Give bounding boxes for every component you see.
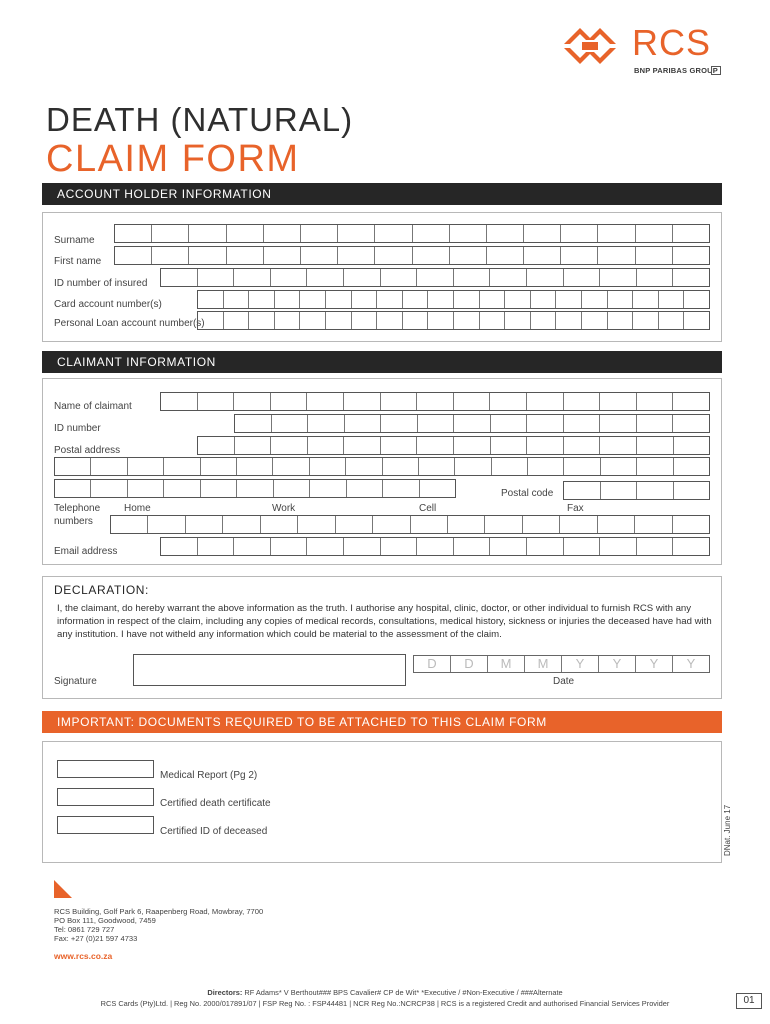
card-account-label: Card account number(s) <box>54 299 162 310</box>
address-line: RCS Building, Golf Park 6, Raapenberg Road, Mowbray, 7700 <box>54 907 264 916</box>
form-title-line1: DEATH (NATURAL) <box>46 101 354 138</box>
postal-address-label: Postal address <box>54 445 121 456</box>
claimant-name-field[interactable] <box>160 392 710 411</box>
email-field[interactable] <box>160 537 710 556</box>
group-badge-icon <box>711 66 721 75</box>
death-certificate-checkbox[interactable] <box>57 788 154 806</box>
loan-account-field[interactable] <box>197 311 710 330</box>
medical-report-checkbox[interactable] <box>57 760 154 778</box>
email-label: Email address <box>54 546 118 557</box>
insured-id-field[interactable] <box>160 268 710 287</box>
declaration-heading: DECLARATION: <box>54 583 149 597</box>
first-name-label: First name <box>54 256 102 267</box>
postal-code-field[interactable] <box>563 481 710 500</box>
telephone-label: Telephone numbers <box>54 503 101 527</box>
postal-code-label: Postal code <box>501 488 554 499</box>
signature-label: Signature <box>54 676 97 687</box>
postal-address-line3[interactable] <box>54 479 456 498</box>
website-link[interactable]: www.rcs.co.za <box>54 951 113 961</box>
date-field[interactable] <box>413 655 710 673</box>
date-digit: M <box>488 656 525 672</box>
declaration-text: I, the claimant, do hereby warrant the above information as the truth. I authorise any hospital, clinic, doctor, or other individual to furnish RCS with any information in respect of the claim, including any copies of medical records, consultations, medical history, sickness or injuries the deceased have had with any institution. I have not witheld any information which could be material to the assessment of the claim. <box>57 603 712 641</box>
date-digit: Y <box>636 656 673 672</box>
registration-line: RCS Cards (Pty)Ltd. | Reg No. 2000/017891/07 | FSP Reg No. : FSP44481 | NCR Reg No.:NCRCP38 | RCS is a registered Credit and authorised Financial Services Provider <box>100 999 670 1008</box>
date-digit: D <box>414 656 451 672</box>
medical-report-label: Medical Report (Pg 2) <box>160 770 258 781</box>
tel-home-label: Home <box>124 503 151 514</box>
corner-mark-icon <box>54 880 74 900</box>
address-line: Fax: +27 (0)21 597 4733 <box>54 934 138 943</box>
surname-label: Surname <box>54 235 95 246</box>
tel-work-label: Work <box>272 503 296 514</box>
card-account-field[interactable] <box>197 290 710 309</box>
claimant-heading: CLAIMANT INFORMATION <box>42 351 722 373</box>
directors-line <box>0 988 770 997</box>
postal-address-line1[interactable] <box>197 436 710 455</box>
logo-name: RCS <box>632 22 712 63</box>
page-number: 01 <box>736 993 762 1009</box>
account-holder-heading: ACCOUNT HOLDER INFORMATION <box>42 183 722 205</box>
date-digit: Y <box>562 656 599 672</box>
loan-account-label: Personal Loan account number(s) <box>54 318 205 329</box>
form-code: DNat. June 17 <box>723 804 732 856</box>
deceased-id-checkbox[interactable] <box>57 816 154 834</box>
address-line: PO Box 111, Goodwood, 7459 <box>54 916 156 925</box>
directors-label: Directors: <box>207 988 243 997</box>
insured-id-label: ID number of insured <box>54 278 148 289</box>
date-digit: Y <box>686 656 696 671</box>
date-digit: D <box>451 656 488 672</box>
directors-names: RF Adams* V Berthout### BPS Cavalier# CP de Wit* *Executive / #Non-Executive / ###Alternate <box>244 988 563 997</box>
logo-group: BNP PARIBAS GROUP <box>634 66 718 75</box>
date-label: Date <box>553 676 575 687</box>
surname-field[interactable] <box>114 224 710 243</box>
tel-fax-label: Fax <box>567 503 584 514</box>
date-digit: M <box>525 656 562 672</box>
signature-field[interactable] <box>133 654 406 686</box>
claimant-id-field[interactable] <box>234 414 710 433</box>
claimant-id-label: ID number <box>54 423 101 434</box>
footer-address <box>54 907 263 943</box>
death-certificate-label: Certified death certificate <box>160 798 271 809</box>
documents-heading: IMPORTANT: DOCUMENTS REQUIRED TO BE ATTACHED TO THIS CLAIM FORM <box>42 711 722 733</box>
telephone-field[interactable] <box>110 515 710 534</box>
date-digit: Y <box>599 656 636 672</box>
claimant-name-label: Name of claimant <box>54 401 132 412</box>
first-name-field[interactable] <box>114 246 710 265</box>
form-title-line2: CLAIM FORM <box>46 138 300 180</box>
address-line: Tel: 0861 729 727 <box>54 925 115 934</box>
postal-address-line2[interactable] <box>54 457 710 476</box>
deceased-id-label: Certified ID of deceased <box>160 826 268 837</box>
tel-cell-label: Cell <box>419 503 437 514</box>
